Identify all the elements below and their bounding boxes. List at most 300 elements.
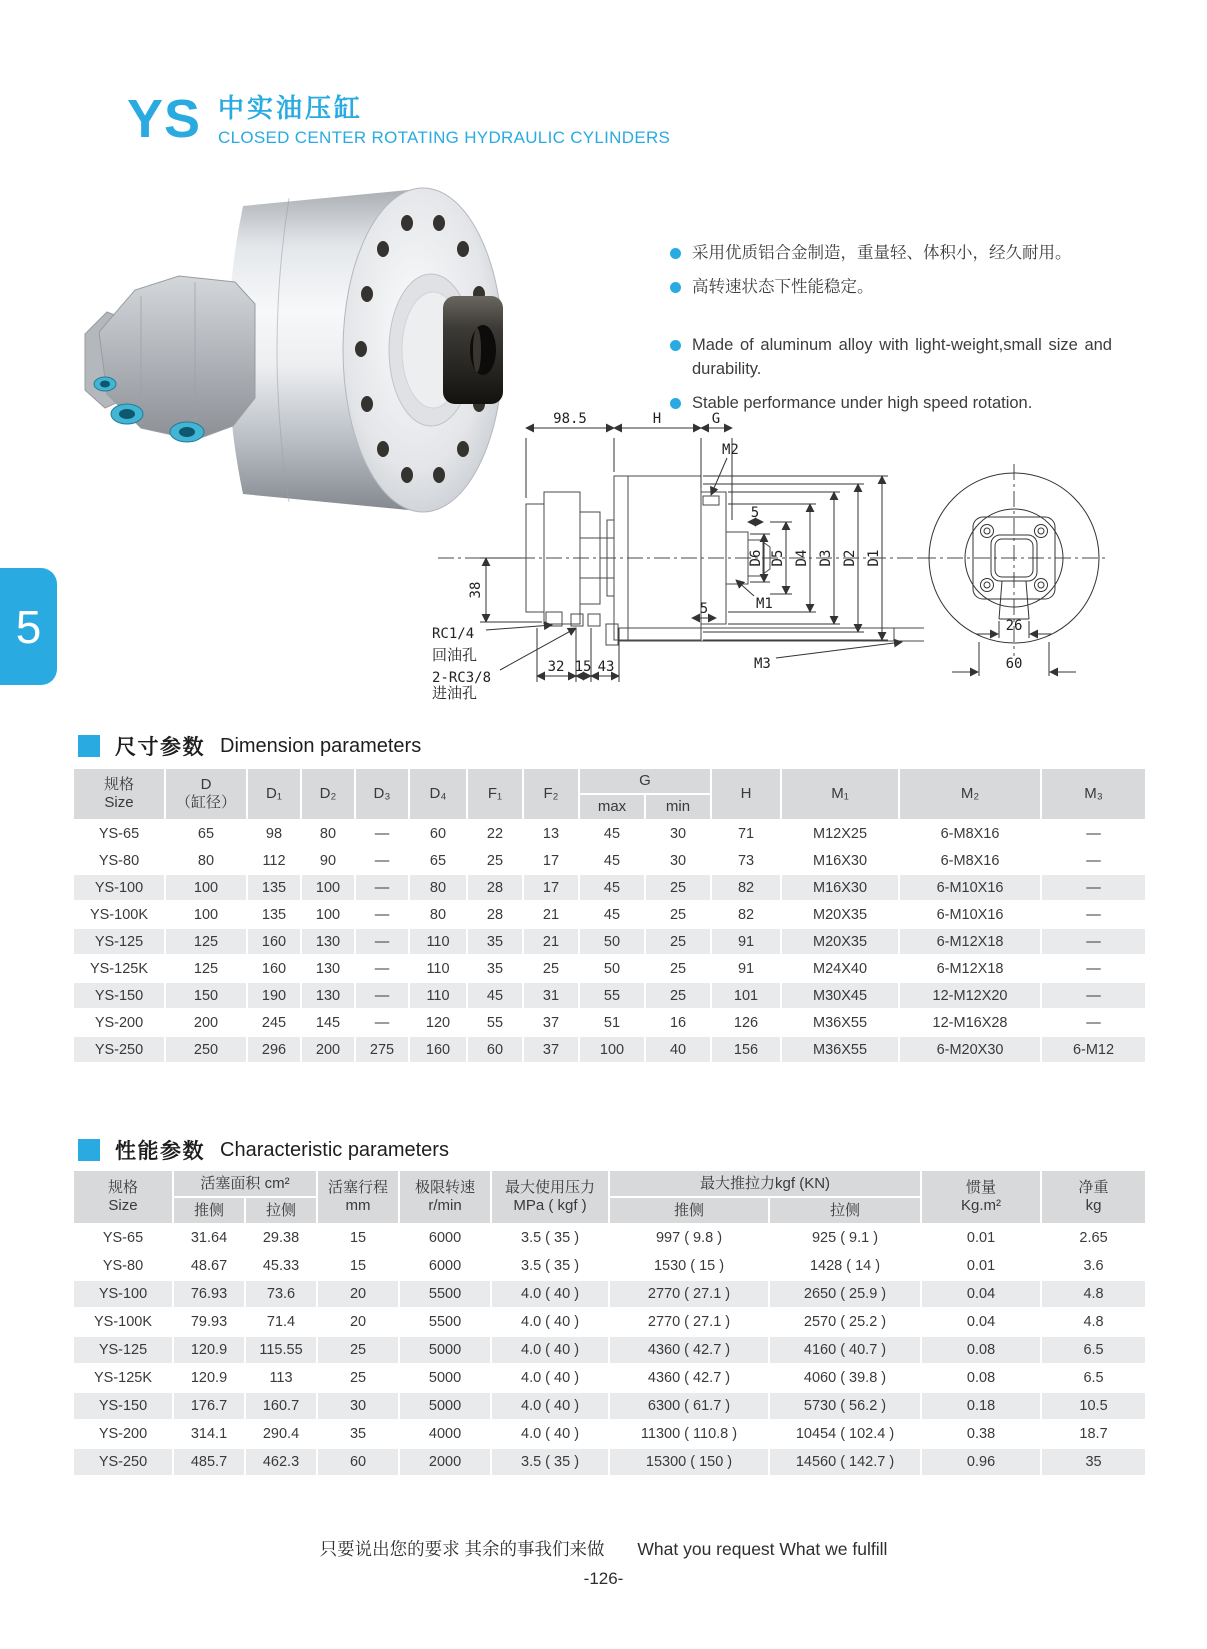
table-row: [73, 928, 1146, 955]
table-cell: YS-125: [73, 1336, 173, 1364]
table-cell: 0.38: [921, 1420, 1041, 1448]
table-cell: YS-65: [73, 820, 165, 847]
column-header: M₂: [899, 768, 1041, 820]
table-row: [73, 1420, 1146, 1448]
table-cell: 160: [409, 1036, 467, 1063]
table-row: [73, 874, 1146, 901]
table-cell: 3.5 ( 35 ): [491, 1448, 609, 1476]
slogan-cn: 只要说出您的要求 其余的事我们来做: [319, 1539, 605, 1559]
section-title-characteristic: [78, 1135, 449, 1165]
table-cell: 82: [711, 901, 781, 928]
table-cell: 76.93: [173, 1280, 245, 1308]
dim-label: D5: [770, 549, 786, 567]
section-title-cn: 性能参数: [115, 1140, 205, 1163]
table-row: [73, 1036, 1146, 1063]
column-header: 极限转速 r/min: [399, 1170, 491, 1224]
table-cell: 25: [645, 982, 711, 1009]
table-cell: 12-M12X20: [899, 982, 1041, 1009]
table-cell: 0.18: [921, 1392, 1041, 1420]
dim-label: 26: [1005, 618, 1023, 634]
column-header: 规格 Size: [73, 768, 165, 820]
table-cell: 925 ( 9.1 ): [769, 1224, 921, 1252]
column-header: M₁: [781, 768, 899, 820]
dim-label: 38: [468, 581, 484, 599]
table-cell: 17: [523, 847, 579, 874]
feature-item: [670, 276, 1112, 300]
table-row: [73, 820, 1146, 847]
table-cell: —: [355, 901, 409, 928]
table-cell: 0.01: [921, 1252, 1041, 1280]
table-cell: 60: [467, 1036, 523, 1063]
table-cell: 55: [579, 982, 645, 1009]
table-cell: 45: [579, 820, 645, 847]
table-cell: 2.65: [1041, 1224, 1146, 1252]
table-cell: 60: [409, 820, 467, 847]
table-cell: 190: [247, 982, 301, 1009]
table-cell: 6.5: [1041, 1336, 1146, 1364]
port-label: RC1/4: [432, 626, 475, 642]
table-cell: 55: [467, 1009, 523, 1036]
table-cell: 160.7: [245, 1392, 317, 1420]
table-cell: —: [355, 874, 409, 901]
table-cell: 91: [711, 928, 781, 955]
table-cell: 31: [523, 982, 579, 1009]
table-cell: 5000: [399, 1364, 491, 1392]
table-cell: 1428 ( 14 ): [769, 1252, 921, 1280]
table-cell: 290.4: [245, 1420, 317, 1448]
table-cell: 135: [247, 901, 301, 928]
table-cell: 30: [317, 1392, 399, 1420]
table-cell: 4.8: [1041, 1280, 1146, 1308]
table-cell: M36X55: [781, 1009, 899, 1036]
table-cell: 4.0 ( 40 ): [491, 1280, 609, 1308]
table-cell: YS-100K: [73, 901, 165, 928]
table-cell: 40: [645, 1036, 711, 1063]
table-cell: 3.5 ( 35 ): [491, 1224, 609, 1252]
table-cell: 110: [409, 928, 467, 955]
table-cell: 20: [317, 1280, 399, 1308]
dim-label: 43: [597, 659, 615, 675]
table-cell: M16X30: [781, 847, 899, 874]
table-row: [73, 1252, 1146, 1280]
table-cell: M24X40: [781, 955, 899, 982]
table-cell: M16X30: [781, 874, 899, 901]
table-cell: 50: [579, 928, 645, 955]
section-title-en: Dimension parameters: [220, 734, 422, 757]
table-cell: 3.6: [1041, 1252, 1146, 1280]
table-cell: 80: [301, 820, 355, 847]
table-cell: 200: [165, 1009, 247, 1036]
table-row: [73, 1308, 1146, 1336]
column-header: 活塞面积 cm²: [173, 1170, 317, 1197]
table-cell: 21: [523, 928, 579, 955]
dimension-table: [72, 767, 1147, 1064]
table-cell: 4360 ( 42.7 ): [609, 1336, 769, 1364]
bullet-icon: [670, 340, 681, 351]
table-cell: 10454 ( 102.4 ): [769, 1420, 921, 1448]
table-cell: 4060 ( 39.8 ): [769, 1364, 921, 1392]
table-cell: 110: [409, 982, 467, 1009]
table-cell: 65: [409, 847, 467, 874]
table-cell: 21: [523, 901, 579, 928]
port-label: 2-RC3/8: [432, 670, 492, 686]
table-cell: 0.01: [921, 1224, 1041, 1252]
table-cell: 5500: [399, 1308, 491, 1336]
table-cell: 45: [579, 847, 645, 874]
table-cell: 4.0 ( 40 ): [491, 1364, 609, 1392]
table-cell: 12-M16X28: [899, 1009, 1041, 1036]
dim-label: 98.5: [553, 411, 587, 427]
table-cell: —: [355, 820, 409, 847]
column-header: D₄: [409, 768, 467, 820]
table-cell: 29.38: [245, 1224, 317, 1252]
table-cell: 45: [579, 874, 645, 901]
table-cell: 65: [165, 820, 247, 847]
technical-drawing: [424, 392, 1114, 700]
table-cell: 130: [301, 982, 355, 1009]
table-cell: —: [355, 847, 409, 874]
table-cell: 14560 ( 142.7 ): [769, 1448, 921, 1476]
column-header: D₃: [355, 768, 409, 820]
slogan-en: What you request What we fulfill: [637, 1539, 888, 1559]
table-cell: YS-125K: [73, 955, 165, 982]
table-cell: 100: [165, 901, 247, 928]
section-bullet-icon: [78, 1139, 100, 1161]
table-cell: 4360 ( 42.7 ): [609, 1364, 769, 1392]
table-cell: 120: [409, 1009, 467, 1036]
table-cell: 2770 ( 27.1 ): [609, 1308, 769, 1336]
table-cell: 15: [317, 1224, 399, 1252]
column-header: 最大使用压力 MPa ( kgf ): [491, 1170, 609, 1224]
table-cell: 3.5 ( 35 ): [491, 1252, 609, 1280]
column-header: M₃: [1041, 768, 1146, 820]
table-cell: 100: [301, 874, 355, 901]
table-row: [73, 1224, 1146, 1252]
table-cell: —: [1041, 901, 1146, 928]
table-row: [73, 1364, 1146, 1392]
table-cell: —: [355, 1009, 409, 1036]
dim-label: D1: [866, 549, 882, 567]
table-cell: 35: [467, 928, 523, 955]
table-cell: 4.0 ( 40 ): [491, 1336, 609, 1364]
bullet-icon: [670, 282, 681, 293]
chapter-tab: 5: [0, 568, 57, 685]
table-cell: 6-M12X18: [899, 928, 1041, 955]
bullet-icon: [670, 248, 681, 259]
table-cell: 120.9: [173, 1364, 245, 1392]
table-cell: 20: [317, 1308, 399, 1336]
table-cell: 112: [247, 847, 301, 874]
column-header: D （缸径）: [165, 768, 247, 820]
table-cell: YS-100: [73, 874, 165, 901]
table-cell: 71: [711, 820, 781, 847]
table-cell: 91: [711, 955, 781, 982]
table-cell: 176.7: [173, 1392, 245, 1420]
table-cell: —: [1041, 982, 1146, 1009]
table-cell: 28: [467, 874, 523, 901]
feature-text: Stable performance under high speed rotation.: [692, 393, 1033, 412]
port-label: 进油孔: [432, 685, 478, 700]
table-cell: 10.5: [1041, 1392, 1146, 1420]
table-cell: 462.3: [245, 1448, 317, 1476]
table-cell: 6-M10X16: [899, 874, 1041, 901]
table-cell: YS-100: [73, 1280, 173, 1308]
thread-label: M1: [756, 596, 773, 612]
thread-label: M3: [754, 656, 771, 672]
table-cell: YS-250: [73, 1448, 173, 1476]
table-cell: 6-M8X16: [899, 847, 1041, 874]
table-cell: 135: [247, 874, 301, 901]
table-cell: 200: [301, 1036, 355, 1063]
table-cell: 98: [247, 820, 301, 847]
characteristic-table: [72, 1169, 1147, 1477]
table-row: [73, 1280, 1146, 1308]
table-cell: YS-150: [73, 982, 165, 1009]
table-cell: 296: [247, 1036, 301, 1063]
table-cell: 6-M12X18: [899, 955, 1041, 982]
feature-item: [670, 334, 1112, 382]
table-cell: 80: [165, 847, 247, 874]
table-cell: 156: [711, 1036, 781, 1063]
table-cell: —: [1041, 820, 1146, 847]
table-cell: 11300 ( 110.8 ): [609, 1420, 769, 1448]
dim-label: G: [711, 411, 721, 427]
table-cell: 0.08: [921, 1336, 1041, 1364]
table-cell: 2570 ( 25.2 ): [769, 1308, 921, 1336]
table-cell: 150: [165, 982, 247, 1009]
table-cell: 25: [645, 928, 711, 955]
table-cell: 130: [301, 928, 355, 955]
section-title-en: Characteristic parameters: [220, 1138, 449, 1161]
table-cell: M20X35: [781, 928, 899, 955]
table-cell: —: [1041, 928, 1146, 955]
table-cell: 30: [645, 847, 711, 874]
table-cell: 80: [409, 874, 467, 901]
table-row: [73, 901, 1146, 928]
table-cell: YS-250: [73, 1036, 165, 1063]
table-row: [73, 1448, 1146, 1476]
table-cell: 4.0 ( 40 ): [491, 1308, 609, 1336]
dim-label: 5: [750, 505, 760, 521]
feature-text: 采用优质铝合金制造，重量轻、体积小，经久耐用。: [692, 244, 1072, 262]
table-cell: —: [1041, 955, 1146, 982]
footer-slogan: [0, 1536, 1207, 1561]
table-cell: 71.4: [245, 1308, 317, 1336]
dim-label: 60: [1005, 656, 1023, 672]
section-title-dimension: [78, 731, 421, 761]
table-cell: 4.8: [1041, 1308, 1146, 1336]
column-header: F₂: [523, 768, 579, 820]
table-cell: 73.6: [245, 1280, 317, 1308]
dim-label: 5: [699, 601, 709, 617]
table-cell: 100: [579, 1036, 645, 1063]
table-cell: 6-M20X30: [899, 1036, 1041, 1063]
table-cell: 314.1: [173, 1420, 245, 1448]
table-cell: 0.04: [921, 1280, 1041, 1308]
table-cell: 250: [165, 1036, 247, 1063]
column-header: D₂: [301, 768, 355, 820]
column-header: min: [645, 794, 711, 820]
page-header: [127, 89, 671, 149]
table-cell: 25: [523, 955, 579, 982]
section-bullet-icon: [78, 735, 100, 757]
table-cell: M36X55: [781, 1036, 899, 1063]
title-cn: 中实油压缸: [218, 93, 364, 123]
dim-label: D4: [794, 549, 810, 567]
table-row: [73, 1392, 1146, 1420]
table-cell: 125: [165, 928, 247, 955]
dim-label: 15: [574, 659, 592, 675]
table-cell: 6300 ( 61.7 ): [609, 1392, 769, 1420]
table-cell: 25: [317, 1336, 399, 1364]
table-cell: 37: [523, 1036, 579, 1063]
table-cell: 35: [1041, 1448, 1146, 1476]
table-cell: YS-125: [73, 928, 165, 955]
table-cell: 45: [467, 982, 523, 1009]
feature-text: Made of aluminum alloy with light-weight,small size and durability.: [692, 335, 1112, 378]
table-cell: 0.04: [921, 1308, 1041, 1336]
table-cell: 35: [467, 955, 523, 982]
column-header: 净重 kg: [1041, 1170, 1146, 1224]
table-cell: 6000: [399, 1252, 491, 1280]
section-title-cn: 尺寸参数: [115, 736, 205, 759]
table-cell: 6-M10X16: [899, 901, 1041, 928]
feature-item: [670, 242, 1112, 266]
distributor-block: [85, 276, 255, 442]
table-row: [73, 1009, 1146, 1036]
table-row: [73, 847, 1146, 874]
table-cell: 79.93: [173, 1308, 245, 1336]
table-cell: 25: [645, 901, 711, 928]
table-cell: 28: [467, 901, 523, 928]
table-cell: 22: [467, 820, 523, 847]
table-cell: 4000: [399, 1420, 491, 1448]
table-cell: 100: [301, 901, 355, 928]
column-header: D₁: [247, 768, 301, 820]
table-cell: YS-80: [73, 847, 165, 874]
table-cell: 80: [409, 901, 467, 928]
table-cell: 18.7: [1041, 1420, 1146, 1448]
table-cell: —: [1041, 874, 1146, 901]
table-cell: 120.9: [173, 1336, 245, 1364]
table-cell: —: [355, 955, 409, 982]
table-row: [73, 1336, 1146, 1364]
table-row: [73, 955, 1146, 982]
table-cell: 50: [579, 955, 645, 982]
column-header: 推侧: [609, 1197, 769, 1224]
table-cell: YS-80: [73, 1252, 173, 1280]
table-cell: 130: [301, 955, 355, 982]
column-header: F₁: [467, 768, 523, 820]
table-cell: 5000: [399, 1392, 491, 1420]
table-cell: 15: [317, 1252, 399, 1280]
table-cell: 145: [301, 1009, 355, 1036]
table-cell: YS-150: [73, 1392, 173, 1420]
table-cell: 485.7: [173, 1448, 245, 1476]
table-cell: 37: [523, 1009, 579, 1036]
table-cell: 4.0 ( 40 ): [491, 1392, 609, 1420]
table-cell: 0.08: [921, 1364, 1041, 1392]
table-cell: 113: [245, 1364, 317, 1392]
table-cell: 25: [317, 1364, 399, 1392]
table-cell: 4.0 ( 40 ): [491, 1420, 609, 1448]
dim-label: 32: [547, 659, 565, 675]
table-cell: 2770 ( 27.1 ): [609, 1280, 769, 1308]
column-header: 拉侧: [245, 1197, 317, 1224]
table-cell: 60: [317, 1448, 399, 1476]
series-logo: YS: [127, 89, 202, 149]
table-cell: 160: [247, 928, 301, 955]
table-cell: 13: [523, 820, 579, 847]
column-header: 惯量 Kg.m²: [921, 1170, 1041, 1224]
table-cell: 6.5: [1041, 1364, 1146, 1392]
table-cell: 31.64: [173, 1224, 245, 1252]
feature-text: 高转速状态下性能稳定。: [692, 277, 874, 296]
table-cell: 90: [301, 847, 355, 874]
table-cell: YS-200: [73, 1009, 165, 1036]
page-number: -126-: [583, 1569, 624, 1588]
dim-label: H: [652, 411, 662, 427]
table-cell: 0.96: [921, 1448, 1041, 1476]
dim-label: D3: [818, 549, 834, 567]
table-cell: M20X35: [781, 901, 899, 928]
table-cell: 115.55: [245, 1336, 317, 1364]
table-cell: 2650 ( 25.9 ): [769, 1280, 921, 1308]
table-cell: 5000: [399, 1336, 491, 1364]
table-cell: 35: [317, 1420, 399, 1448]
thread-label: M2: [722, 442, 739, 458]
table-cell: YS-100K: [73, 1308, 173, 1336]
table-cell: 4160 ( 40.7 ): [769, 1336, 921, 1364]
table-cell: —: [355, 982, 409, 1009]
column-header: 活塞行程 mm: [317, 1170, 399, 1224]
table-cell: 6-M8X16: [899, 820, 1041, 847]
column-header: 拉侧: [769, 1197, 921, 1224]
table-cell: 245: [247, 1009, 301, 1036]
table-cell: 5730 ( 56.2 ): [769, 1392, 921, 1420]
table-cell: 25: [645, 874, 711, 901]
table-cell: M30X45: [781, 982, 899, 1009]
table-row: [73, 982, 1146, 1009]
table-cell: —: [1041, 847, 1146, 874]
table-cell: 997 ( 9.8 ): [609, 1224, 769, 1252]
table-cell: 45: [579, 901, 645, 928]
table-cell: 6-M12: [1041, 1036, 1146, 1063]
table-cell: 275: [355, 1036, 409, 1063]
table-cell: 110: [409, 955, 467, 982]
table-cell: YS-65: [73, 1224, 173, 1252]
table-cell: 1530 ( 15 ): [609, 1252, 769, 1280]
table-cell: 25: [645, 955, 711, 982]
table-cell: M12X25: [781, 820, 899, 847]
table-cell: 101: [711, 982, 781, 1009]
table-cell: 15300 ( 150 ): [609, 1448, 769, 1476]
table-cell: 2000: [399, 1448, 491, 1476]
table-cell: —: [1041, 1009, 1146, 1036]
table-cell: 82: [711, 874, 781, 901]
table-cell: 126: [711, 1009, 781, 1036]
port-label: 回油孔: [432, 647, 478, 664]
table-cell: 51: [579, 1009, 645, 1036]
table-cell: 73: [711, 847, 781, 874]
table-cell: 17: [523, 874, 579, 901]
table-cell: 30: [645, 820, 711, 847]
table-cell: 125: [165, 955, 247, 982]
column-header: G: [579, 768, 711, 794]
table-cell: 5500: [399, 1280, 491, 1308]
dim-label: D6: [748, 549, 764, 567]
table-cell: 25: [467, 847, 523, 874]
